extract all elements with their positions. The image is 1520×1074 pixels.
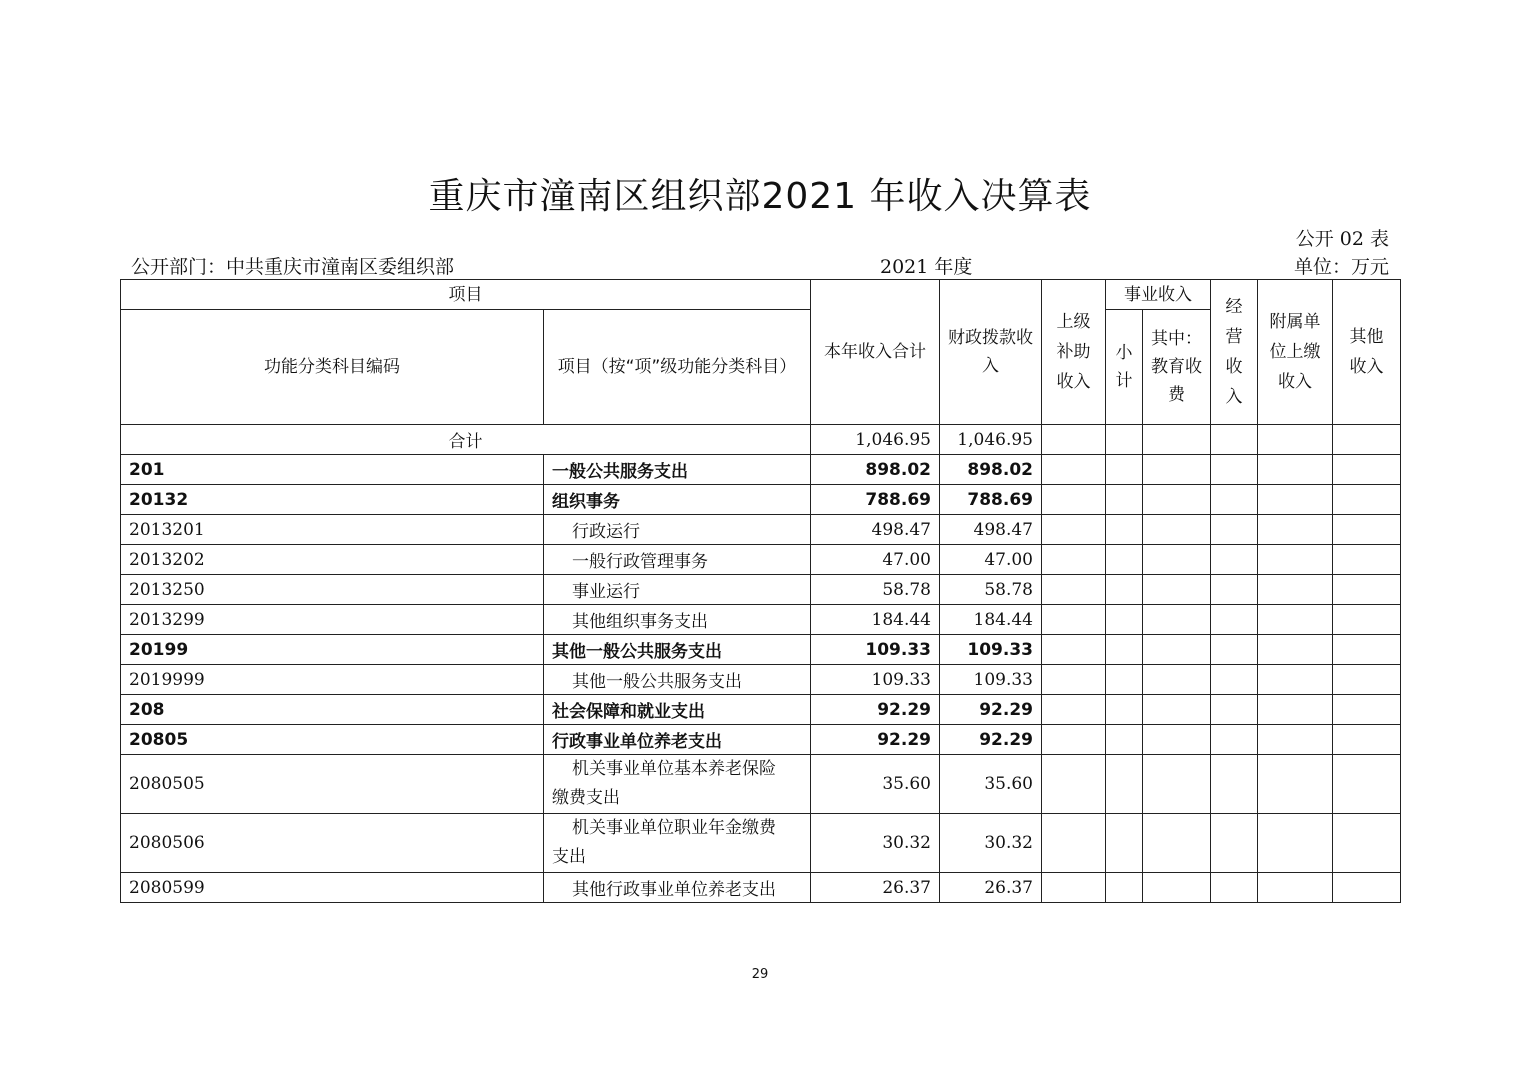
header-affiliated-text: 附属单位上缴收入	[1269, 312, 1321, 392]
header-fiscal	[940, 280, 1042, 425]
header-other-text: 其他收入	[1349, 327, 1384, 377]
header-education-text: 其中：教育收费	[1151, 329, 1202, 405]
table-row	[121, 575, 1401, 605]
row-name: 其他一般公共服务支出	[544, 665, 811, 695]
row-total-income: 184.44	[811, 605, 940, 635]
row-total-income: 35.60	[811, 755, 940, 814]
header-operating	[1211, 280, 1258, 425]
row-fiscal: 109.33	[940, 665, 1042, 695]
row-code: 208	[121, 695, 544, 725]
row-total-income: 498.47	[811, 515, 940, 545]
row-fiscal: 92.29	[940, 725, 1042, 755]
row-name: 其他组织事务支出	[544, 605, 811, 635]
unit-label: 单位：万元	[1293, 256, 1389, 278]
row-name-line1: 机关事业单位基本养老保险	[572, 759, 776, 779]
row-name: 事业运行	[544, 575, 811, 605]
row-code: 2080506	[121, 814, 544, 873]
header-superior	[1042, 280, 1106, 425]
row-code: 2013202	[121, 545, 544, 575]
row-name: 其他一般公共服务支出	[544, 635, 811, 665]
row-code: 2013250	[121, 575, 544, 605]
row-name: 其他行政事业单位养老支出	[544, 873, 811, 903]
row-code: 201	[121, 455, 544, 485]
table-row	[121, 814, 1401, 873]
document-title: 重庆市潼南区组织部2021 年收入决算表	[428, 176, 1092, 217]
row-code: 20132	[121, 485, 544, 515]
row-fiscal: 47.00	[940, 545, 1042, 575]
row-fiscal: 788.69	[940, 485, 1042, 515]
header-code: 功能分类科目编码	[121, 310, 544, 425]
row-code: 2013299	[121, 605, 544, 635]
row-name	[544, 814, 811, 873]
table-row	[121, 515, 1401, 545]
table-row	[121, 755, 1401, 814]
row-total-income: 92.29	[811, 725, 940, 755]
row-total-income: 109.33	[811, 635, 940, 665]
row-code: 20805	[121, 725, 544, 755]
department-label: 公开部门：中共重庆市潼南区委组织部	[131, 256, 455, 278]
row-fiscal: 30.32	[940, 814, 1042, 873]
header-education	[1143, 310, 1211, 425]
row-total-income: 898.02	[811, 455, 940, 485]
header-affiliated	[1258, 280, 1333, 425]
row-name: 行政运行	[544, 515, 811, 545]
total-fiscal-value: 1,046.95	[940, 425, 1042, 455]
total-label: 合计	[121, 425, 811, 455]
table-row	[121, 635, 1401, 665]
header-subtotal-text: 小计	[1115, 343, 1133, 391]
table-row	[121, 605, 1401, 635]
row-name: 组织事务	[544, 485, 811, 515]
table-row	[121, 725, 1401, 755]
header-item-name: 项目（按“项”级功能分类科目）	[544, 310, 811, 425]
row-fiscal: 58.78	[940, 575, 1042, 605]
row-fiscal: 109.33	[940, 635, 1042, 665]
row-total-income: 92.29	[811, 695, 940, 725]
row-name-line1: 机关事业单位职业年金缴费	[572, 818, 776, 838]
row-code: 2080505	[121, 755, 544, 814]
table-row	[121, 665, 1401, 695]
row-code: 2019999	[121, 665, 544, 695]
header-superior-text: 上级补助收入	[1056, 312, 1091, 392]
row-total-income: 30.32	[811, 814, 940, 873]
row-name: 一般行政管理事务	[544, 545, 811, 575]
total-row	[121, 425, 1401, 455]
row-fiscal: 184.44	[940, 605, 1042, 635]
row-code: 2013201	[121, 515, 544, 545]
row-name: 一般公共服务支出	[544, 455, 811, 485]
row-total-income: 788.69	[811, 485, 940, 515]
table-row	[121, 545, 1401, 575]
header-subtotal	[1106, 310, 1143, 425]
header-total-income: 本年收入合计	[811, 280, 940, 425]
header-operating-text: 经营收入	[1225, 297, 1243, 407]
table-row	[121, 485, 1401, 515]
table-row	[121, 695, 1401, 725]
income-table	[120, 279, 1401, 903]
fiscal-year-label: 2021 年度	[880, 256, 973, 278]
header-fiscal-text: 财政拨款收入	[948, 328, 1033, 376]
row-fiscal: 92.29	[940, 695, 1042, 725]
row-code: 20199	[121, 635, 544, 665]
row-name: 行政事业单位养老支出	[544, 725, 811, 755]
row-name-line2: 缴费支出	[552, 788, 620, 808]
row-total-income: 58.78	[811, 575, 940, 605]
row-total-income: 109.33	[811, 665, 940, 695]
row-total-income: 47.00	[811, 545, 940, 575]
row-fiscal: 898.02	[940, 455, 1042, 485]
row-fiscal: 35.60	[940, 755, 1042, 814]
header-item: 项目	[121, 280, 811, 310]
header-other	[1333, 280, 1401, 425]
row-name: 社会保障和就业支出	[544, 695, 811, 725]
table-row	[121, 455, 1401, 485]
table-row	[121, 873, 1401, 903]
row-total-income: 26.37	[811, 873, 940, 903]
row-fiscal: 498.47	[940, 515, 1042, 545]
header-business: 事业收入	[1106, 280, 1211, 310]
row-name	[544, 755, 811, 814]
row-name-line2: 支出	[552, 847, 586, 867]
page-number: 29	[751, 967, 769, 982]
row-fiscal: 26.37	[940, 873, 1042, 903]
total-income-value: 1,046.95	[811, 425, 940, 455]
form-number: 公开 02 表	[1295, 228, 1389, 250]
row-code: 2080599	[121, 873, 544, 903]
